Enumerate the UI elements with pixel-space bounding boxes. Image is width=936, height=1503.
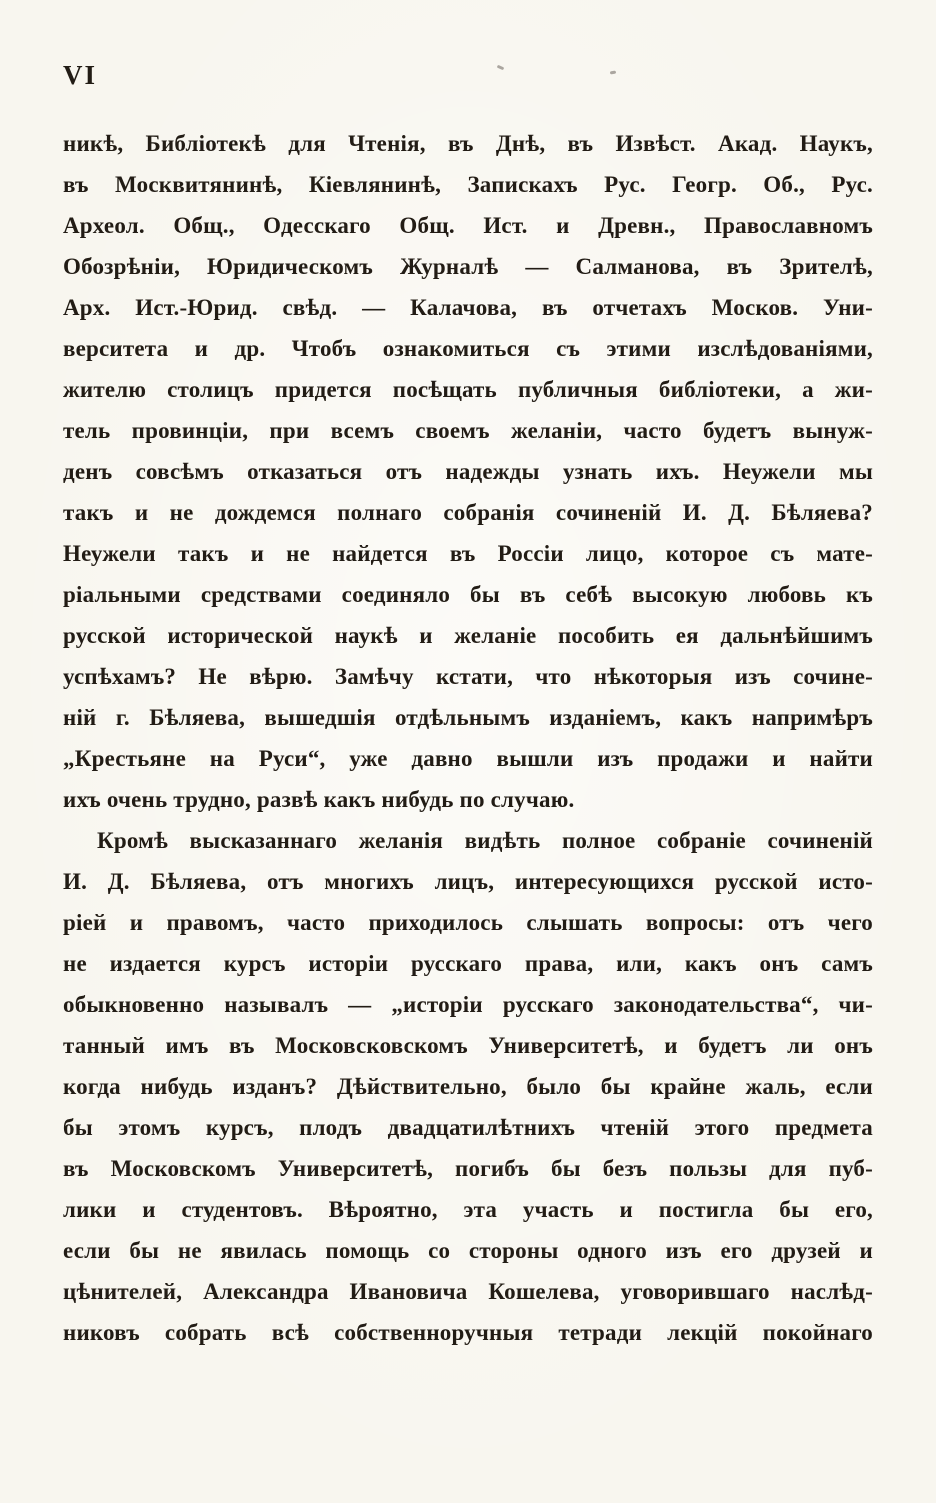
text-line: ріей и правомъ, часто приходилось слышать вопросы: отъ чего: [63, 910, 873, 935]
text-line: Неужели такъ и не найдется въ Россіи лицо, которое съ мате-: [63, 541, 873, 566]
text-line: денъ совсѣмъ отказаться отъ надежды узнать ихъ. Неужели мы: [63, 459, 873, 484]
text-line: жителю столицъ придется посѣщать публичныя библіотеки, а жи-: [63, 377, 873, 402]
scan-speck: [497, 65, 505, 71]
text-line: русской исторической наукѣ и желаніе пособить ея дальнѣйшимъ: [63, 623, 873, 648]
text-line: въ Московскомъ Университетѣ, погибъ бы безъ пользы для пуб-: [63, 1156, 873, 1181]
text-line: цѣнителей, Александра Ивановича Кошелева, уговорившаго наслѣд-: [63, 1279, 873, 1304]
page-number: VI: [63, 60, 98, 90]
text-line: Кромѣ высказаннаго желанія видѣть полное собраніе сочиненій: [97, 828, 873, 853]
text-line: никѣ, Библіотекѣ для Чтенія, въ Днѣ, въ Извѣст. Акад. Наукъ,: [63, 131, 873, 156]
text-line: ній г. Бѣляева, вышедшія отдѣльнымъ изданіемъ, какъ напримѣръ: [63, 705, 873, 730]
text-line: обыкновенно называлъ — „исторіи русскаго законодательства“, чи-: [63, 992, 873, 1017]
text-line: „Крестьяне на Руси“, уже давно вышли изъ продажи и найти: [63, 746, 873, 771]
text-line: Археол. Общ., Одесскаго Общ. Ист. и Древн., Православномъ: [63, 213, 873, 238]
text-line: Арх. Ист.-Юрид. свѣд. — Калачова, въ отчетахъ Москов. Уни-: [63, 295, 873, 320]
text-line: такъ и не дождемся полнаго собранія сочиненій И. Д. Бѣляева?: [63, 500, 873, 525]
text-line: не издается курсъ исторіи русскаго права, или, какъ онъ самъ: [63, 951, 873, 976]
text-line: Обозрѣніи, Юридическомъ Журналѣ — Салманова, въ Зрителѣ,: [63, 254, 873, 279]
text-line: бы этомъ курсъ, плодъ двадцатилѣтнихъ чтеній этого предмета: [63, 1115, 873, 1140]
text-line: тель провинціи, при всемъ своемъ желаніи, часто будетъ вынуж-: [63, 418, 873, 443]
text-line: танный имъ въ Московсковскомъ Университетѣ, и будетъ ли онъ: [63, 1033, 873, 1058]
text-line: если бы не явилась помощь со стороны одного изъ его друзей и: [63, 1238, 873, 1263]
text-line: успѣхамъ? Не вѣрю. Замѣчу кстати, что нѣкоторыя изъ сочине-: [63, 664, 873, 689]
text-line: когда нибудь изданъ? Дѣйствительно, было бы крайне жаль, если: [63, 1074, 873, 1099]
text-line: ихъ очень трудно, развѣ какъ нибудь по случаю.: [63, 787, 575, 812]
text-line: И. Д. Бѣляева, отъ многихъ лицъ, интересующихся русской исто-: [63, 869, 873, 894]
text-line: никовъ собрать всѣ собственноручныя тетради лекцій покойнаго: [63, 1320, 873, 1345]
text-line: лики и студентовъ. Вѣроятно, эта участь и постигла бы его,: [63, 1197, 873, 1222]
text-line: верситета и др. Чтобъ ознакомиться съ этими изслѣдованіями,: [63, 336, 873, 361]
text-line: ріальными средствами соединяло бы въ себѣ высокую любовь къ: [63, 582, 873, 607]
scan-speck: [610, 71, 616, 75]
text-block: [63, 123, 873, 1353]
text-line: въ Москвитянинѣ, Кіевлянинѣ, Запискахъ Рус. Геогр. Об., Рус.: [63, 172, 873, 197]
